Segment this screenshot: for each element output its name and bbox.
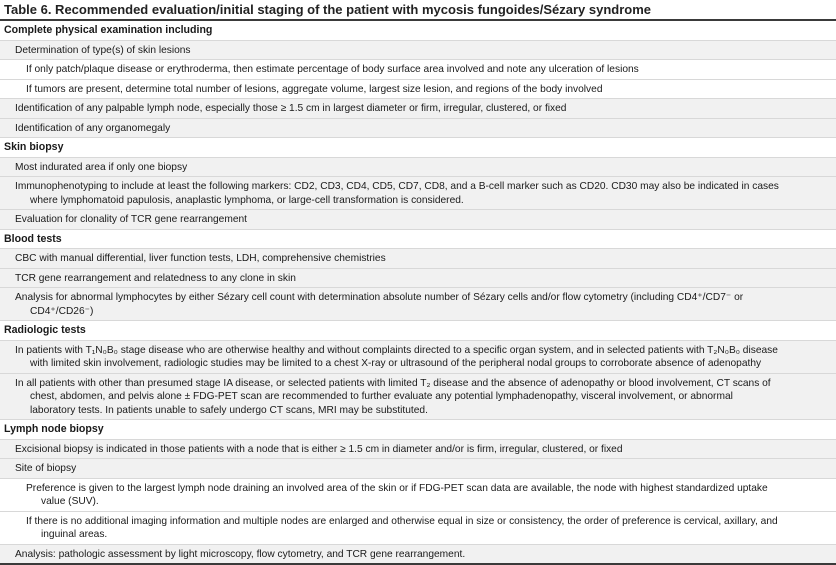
table-row (0, 512, 836, 545)
table-row: Determination of type(s) of skin lesions (0, 41, 836, 61)
table-row: Evaluation for clonality of TCR gene rearrangement (0, 210, 836, 230)
row-line: inguinal areas. (26, 528, 832, 542)
table-title: Table 6. Recommended evaluation/initial staging of the patient with mycosis fungoides/Sézary syndrome (0, 0, 836, 21)
row-line: Analysis for abnormal lymphocytes by either Sézary cell count with determination absolute number of Sézary cells and/or flow cytometry (including CD4⁺/CD7⁻ or (15, 291, 832, 305)
table-row: Identification of any palpable lymph node, especially those ≥ 1.5 cm in largest diameter or firm, irregular, clustered, or fixed (0, 99, 836, 119)
row-line: If there is no additional imaging information and multiple nodes are enlarged and otherwise equal in size or consistency, the order of preference is cervical, axillary, and (26, 515, 832, 529)
section-heading: Blood tests (0, 230, 836, 250)
table-row: Site of biopsy (0, 459, 836, 479)
table-row: If only patch/plaque disease or erythroderma, then estimate percentage of body surface area involved and note any ulceration of lesions (0, 60, 836, 80)
table-row: If tumors are present, determine total number of lesions, aggregate volume, largest size lesion, and regions of the body involved (0, 80, 836, 100)
table-row (0, 479, 836, 512)
row-line: In patients with T₁N₀B₀ stage disease who are otherwise healthy and without complaints directed to a specific organ system, and in selected patients with T₂N₀B₀ disease (15, 344, 832, 358)
table-row: Excisional biopsy is indicated in those patients with a node that is either ≥ 1.5 cm in diameter and/or is firm, irregular, clustered, or fixed (0, 440, 836, 460)
table-row: Identification of any organomegaly (0, 119, 836, 139)
row-line: with limited skin involvement, radiologic studies may be limited to a chest X-ray or ultrasound of the peripheral nodal groups to corroborate absence of adenopathy (15, 357, 832, 371)
table-row (0, 341, 836, 374)
row-line: In all patients with other than presumed stage IA disease, or selected patients with limited T₂ disease and the absence of adenopathy or blood involvement, CT scans of (15, 377, 832, 391)
table-row (0, 374, 836, 421)
table-row: Analysis: pathologic assessment by light microscopy, flow cytometry, and TCR gene rearrangement. (0, 545, 836, 565)
row-line: value (SUV). (26, 495, 832, 509)
table-row: TCR gene rearrangement and relatedness to any clone in skin (0, 269, 836, 289)
table-row (0, 177, 836, 210)
section-heading: Radiologic tests (0, 321, 836, 341)
evaluation-table (0, 21, 836, 565)
row-line: CD4⁺/CD26⁻) (15, 305, 832, 319)
table-row (0, 288, 836, 321)
row-line: where lymphomatoid papulosis, anaplastic lymphoma, or large-cell transformation is considered. (15, 194, 832, 208)
row-line: chest, abdomen, and pelvis alone ± FDG-PET scan are recommended to further evaluate any potential lymphadenopathy, visceral involvement, or abnormal (15, 390, 832, 404)
row-line: Preference is given to the largest lymph node draining an involved area of the skin or if FDG-PET scan data are available, the node with highest standardized uptake (26, 482, 832, 496)
section-heading: Lymph node biopsy (0, 420, 836, 440)
row-line: Immunophenotyping to include at least the following markers: CD2, CD3, CD4, CD5, CD7, CD8, and a B-cell marker such as CD20. CD30 may also be indicated in cases (15, 180, 832, 194)
table-row: CBC with manual differential, liver function tests, LDH, comprehensive chemistries (0, 249, 836, 269)
section-heading: Skin biopsy (0, 138, 836, 158)
row-line: laboratory tests. In patients unable to safely undergo CT scans, MRI may be substituted. (15, 404, 832, 418)
table-row: Most indurated area if only one biopsy (0, 158, 836, 178)
section-heading: Complete physical examination including (0, 21, 836, 41)
